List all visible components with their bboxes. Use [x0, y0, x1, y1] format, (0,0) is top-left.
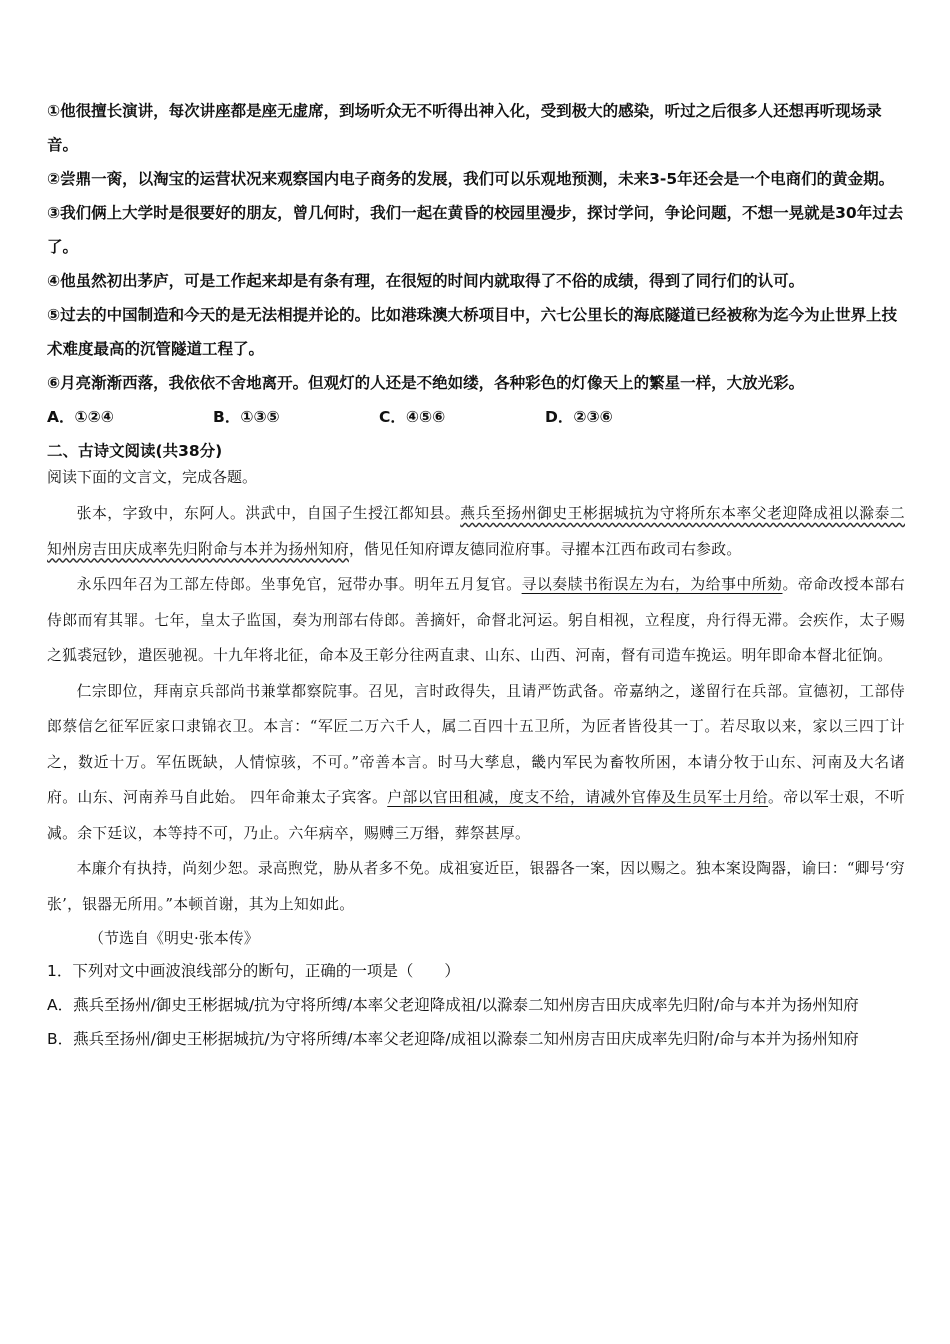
option-a[interactable]: A．①②④: [47, 408, 114, 426]
sentence-5: ⑤过去的中国制造和今天的是无法相提并论的。比如港珠澳大桥项目中，六七公里长的海底隧道已经被称为迄今为止世界上技术难度最高的沉管隧道工程了。: [47, 306, 898, 358]
sentence-3: ③我们俩上大学时是很要好的朋友，曾几何时，我们一起在黄昏的校园里漫步，探讨学问，争论问题，不想一晃就是30年过去了。: [47, 204, 904, 256]
option-c[interactable]: C．④⑤⑥: [379, 408, 446, 426]
instruction: 阅读下面的文言文，完成各题。: [47, 468, 258, 486]
answer-options: [47, 400, 905, 434]
passage-paragraph-2: [47, 567, 905, 674]
option-d[interactable]: D．②③⑥: [545, 408, 613, 426]
passage-source: （节选自《明史·张本传》: [89, 929, 259, 947]
p2-text-b: 。帝命改授本部右侍郎而宥其罪。七年，皇太子监国，奏为刑部右侍郎。善摘奸，命督北河运。躬自相视，立程度，舟行得无滞。会疾作，太子赐之狐裘冠钞，遣医驰视。十九年将北征，命本及王彰分往两直隶、山东、山西、河南，督有司造车挽运。明年即命本督北征饷。: [47, 576, 905, 664]
p3-text-b: 。帝以军士艰，不听减。余下廷议，本等持不可，乃止。六年病卒，赐赙三万缗，葬祭甚厚。: [47, 789, 905, 842]
p1-wavy-text: 燕兵至扬州御史王彬据城抗为守将所东本率父老迎降成祖以滁泰二知州房吉田庆成率先归附命与本并为扬州知府: [47, 505, 905, 558]
document-page: [47, 94, 905, 1056]
passage-paragraph-4: 本廉介有执持，尚刻少恕。录高煦党，胁从者多不免。成祖宴近臣，银器各一案，因以赐之。独本案设陶器，谕曰：“卿号‘穷张’，银器无所用。”本顿首谢，其为上知如此。: [47, 860, 905, 913]
p3-text-a: 仁宗即位，拜南京兵部尚书兼掌都察院事。召见，言时政得失，且请严饬武备。帝嘉纳之，遂留行在兵部。宣德初，工部侍郎蔡信乞征军匠家口隶锦衣卫。本言：“军匠二万六千人，属二百四十五卫所，为匠者皆役其一丁。若尽取以来，家以三四丁计之，数近十万。军伍既缺，人情惊骇，不可。”帝善本言。时马大孳息，畿内军民为畜牧所困，本请分牧于山东、河南及大名诸府。山东、河南养马自此始。 四年命兼太子宾客。: [47, 682, 905, 806]
p2-text-a: 永乐四年召为工部左侍郎。坐事免官，冠带办事。明年五月复官。: [76, 576, 522, 593]
passage-paragraph-1: [47, 496, 905, 567]
sentence-2: ②尝鼎一脔，以淘宝的运营状况来观察国内电子商务的发展，我们可以乐观地预测，未来3-5年还会是一个电商们的黄金期。: [47, 170, 895, 188]
answer-a[interactable]: A．燕兵至扬州/御史王彬据城/抗为守将所缚/本率父老迎降成祖/以滁泰二知州房吉田庆成率先归附/命与本并为扬州知府: [47, 996, 859, 1014]
sentence-1: ①他很擅长演讲，每次讲座都是座无虚席，到场听众无不听得出神入化，受到极大的感染，听过之后很多人还想再听现场录音。: [47, 102, 882, 154]
p3-underlined-text: 户部以官田租减，度支不给，请减外官俸及生员军士月给: [387, 789, 769, 806]
sentence-6: ⑥月亮渐渐西落，我依依不舍地离开。但观灯的人还是不绝如缕，各种彩色的灯像天上的繁星一样，大放光彩。: [47, 374, 805, 392]
passage-paragraph-3: [47, 674, 905, 852]
p1-text-a: 张本，字致中，东阿人。洪武中，自国子生授江都知县。: [76, 505, 461, 522]
question-1: 1．下列对文中画波浪线部分的断句，正确的一项是（ ）: [47, 962, 460, 980]
p1-text-b: ，偕见任知府谭友德同涖府事。寻擢本江西布政司右参政。: [348, 540, 742, 558]
section-title: 二、古诗文阅读(共38分): [47, 442, 223, 460]
option-b[interactable]: B．①③⑤: [213, 408, 280, 426]
sentence-4: ④他虽然初出茅庐，可是工作起来却是有条有理，在很短的时间内就取得了不俗的成绩，得到了同行们的认可。: [47, 272, 805, 290]
answer-b[interactable]: B．燕兵至扬州/御史王彬据城抗/为守将所缚/本率父老迎降/成祖以滁泰二知州房吉田庆成率先归附/命与本并为扬州知府: [47, 1030, 859, 1048]
p2-underlined-text: 寻以奏牍书衔误左为右，为给事中所劾: [521, 576, 783, 593]
